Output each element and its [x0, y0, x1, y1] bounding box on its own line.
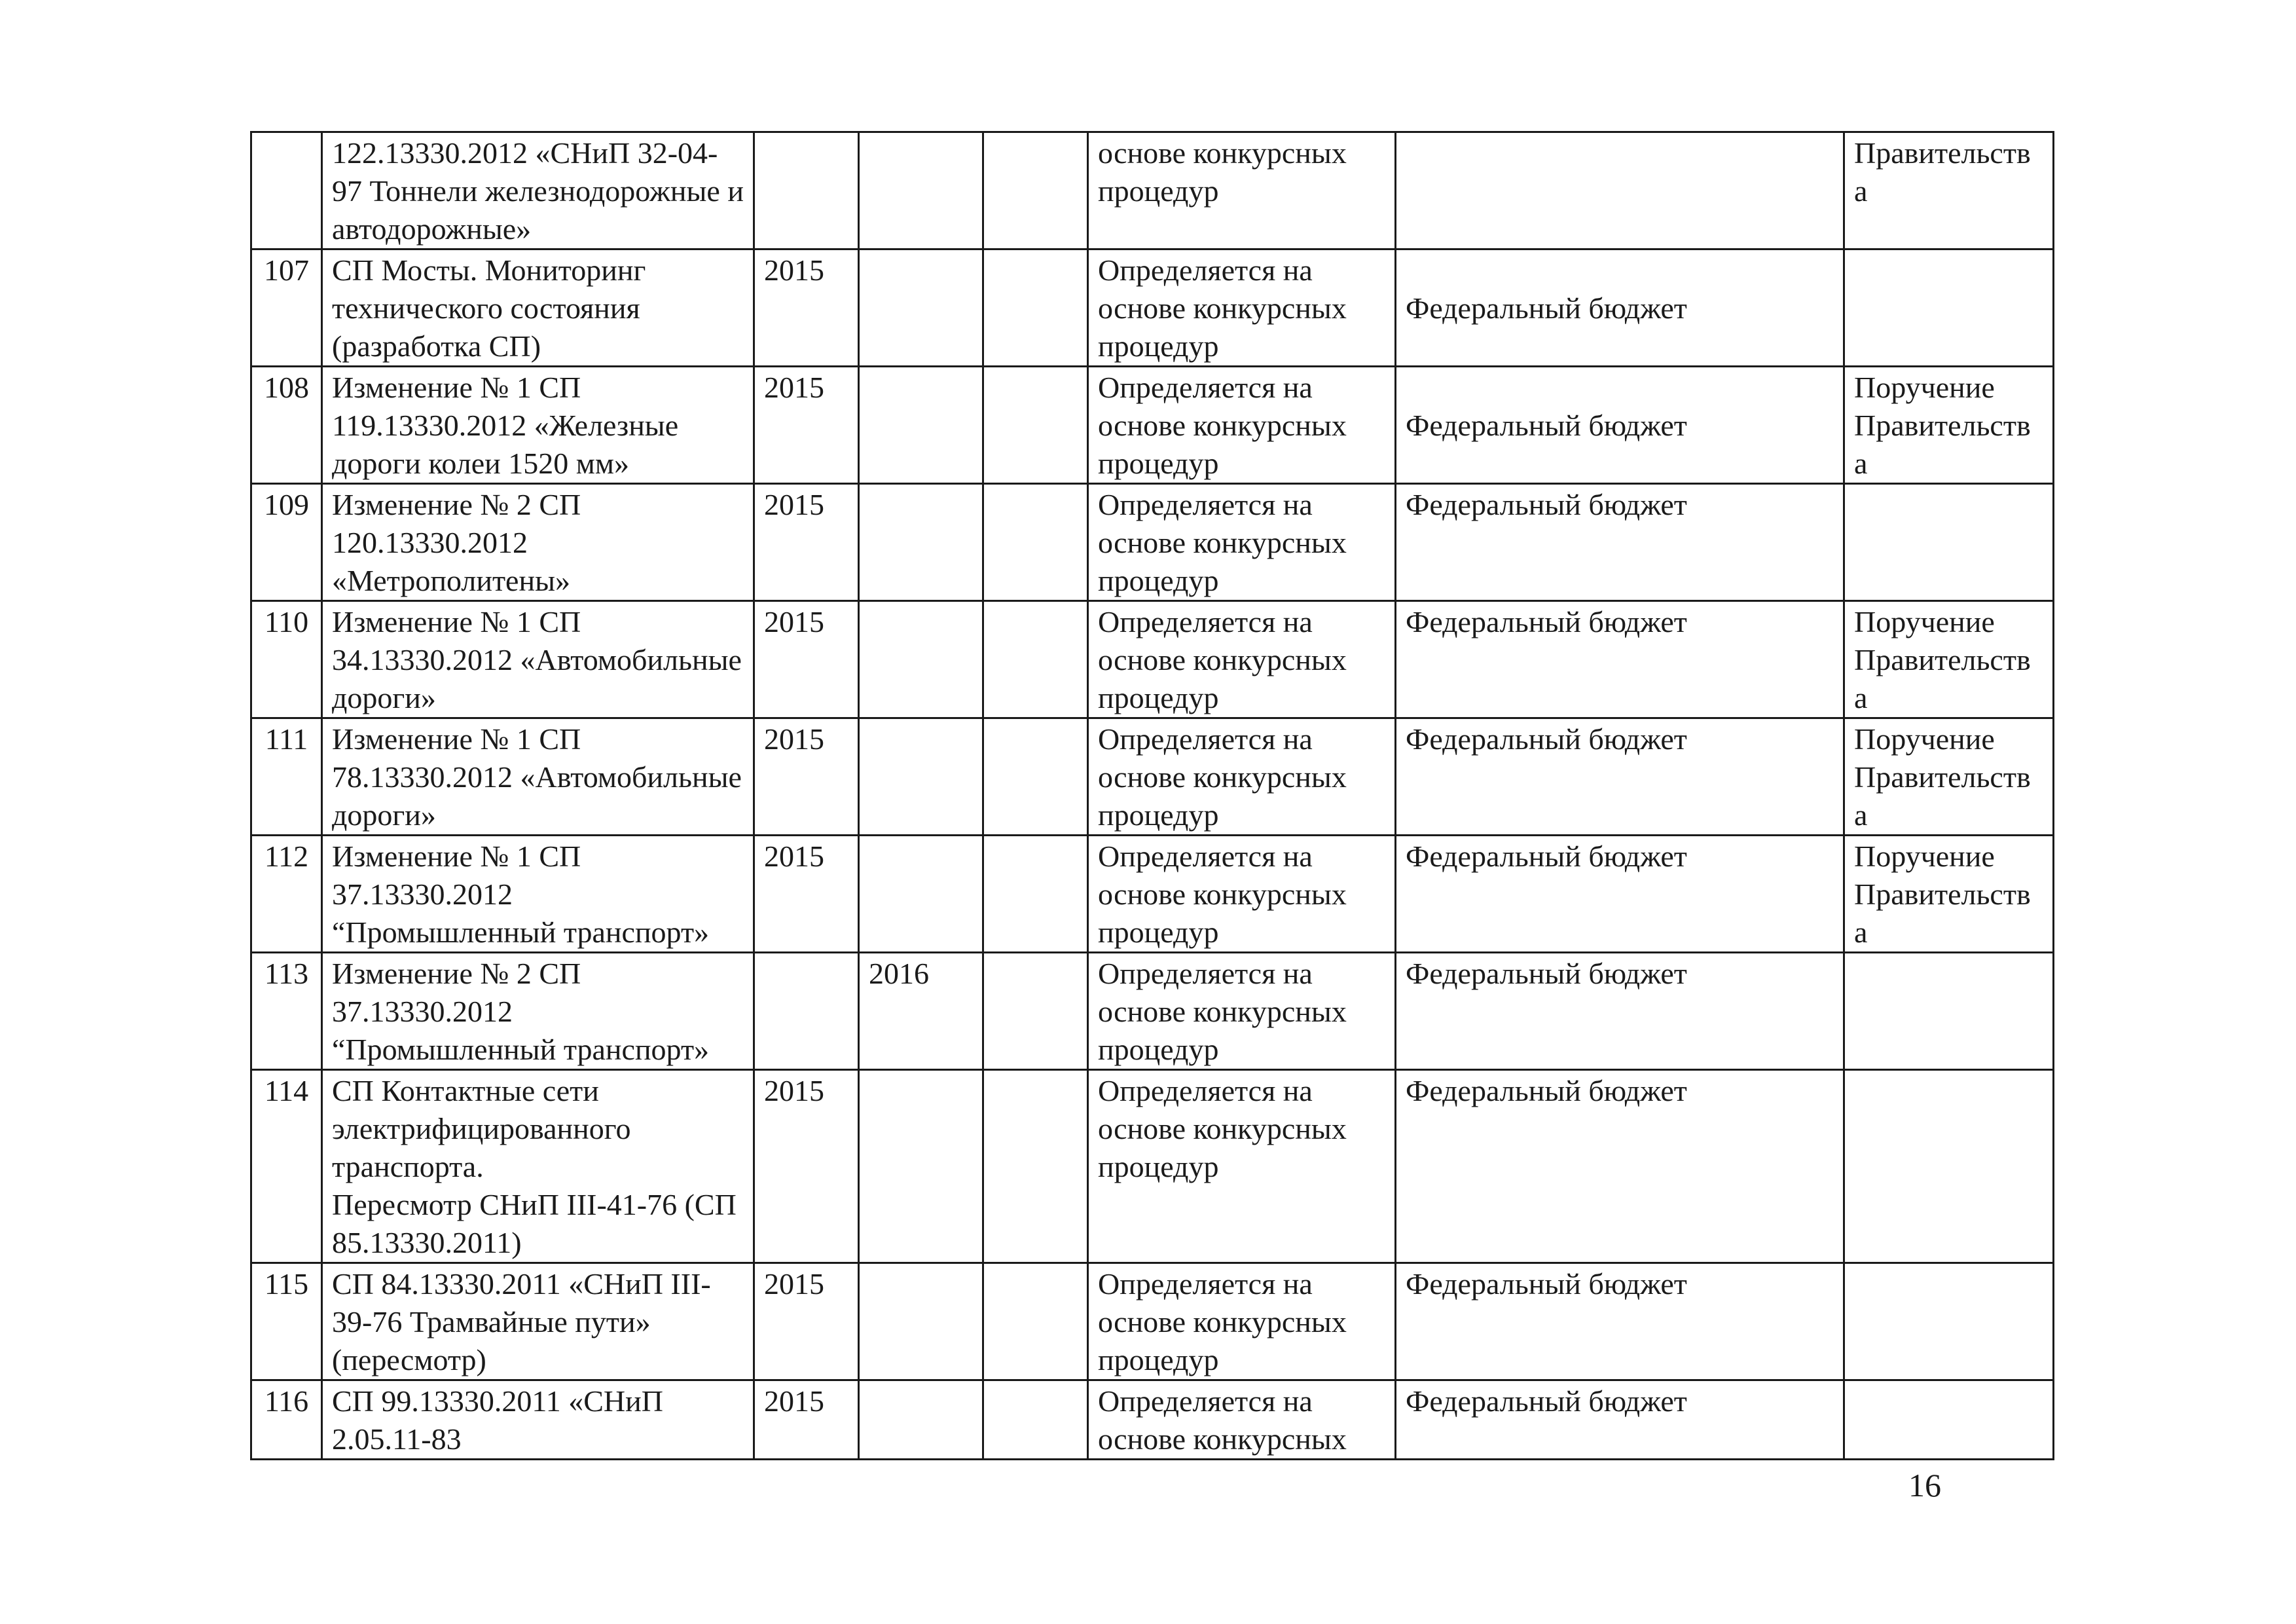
year-2017-cell — [983, 718, 1088, 836]
document-name: Изменение № 1 СП 78.13330.2012 «Автомобильные дороги» — [322, 718, 754, 836]
year-2015-cell: 2015 — [754, 836, 859, 953]
year-2015-cell — [754, 953, 859, 1070]
document-name: СП Контактные сети электрифицированного транспорта. Пересмотр СНиП III-41-76 (СП 85.13330.2011) — [322, 1070, 754, 1263]
year-2016-cell — [859, 1380, 983, 1460]
year-2015-cell: 2015 — [754, 1070, 859, 1263]
table-body — [251, 132, 2054, 1460]
table-row — [251, 836, 2054, 953]
year-2016-cell — [859, 718, 983, 836]
document-name: Изменение № 1 СП 34.13330.2012 «Автомобильные дороги» — [322, 601, 754, 718]
document-name: Изменение № 1 СП 37.13330.2012 “Промышленный транспорт» — [322, 836, 754, 953]
standards-plan-table — [250, 131, 2054, 1460]
year-2016-cell — [859, 1263, 983, 1380]
row-number: 112 — [251, 836, 322, 953]
funding-source-cell: Федеральный бюджет — [1396, 249, 1844, 367]
funding-source-cell — [1396, 132, 1844, 249]
basis-cell — [1844, 484, 2054, 601]
year-2015-cell: 2015 — [754, 718, 859, 836]
funding-source-cell: Федеральный бюджет — [1396, 601, 1844, 718]
cost-cell: Определяется на основе конкурсных процедур — [1088, 836, 1396, 953]
funding-source-cell: Федеральный бюджет — [1396, 1070, 1844, 1263]
funding-source-cell: Федеральный бюджет — [1396, 836, 1844, 953]
cost-cell: Определяется на основе конкурсных процедур — [1088, 367, 1396, 484]
table-row — [251, 249, 2054, 367]
cost-cell: Определяется на основе конкурсных процедур — [1088, 718, 1396, 836]
document-name: Изменение № 1 СП 119.13330.2012 «Железные дороги колеи 1520 мм» — [322, 367, 754, 484]
basis-cell — [1844, 1380, 2054, 1460]
funding-source-cell: Федеральный бюджет — [1396, 484, 1844, 601]
row-number: 115 — [251, 1263, 322, 1380]
cost-cell: Определяется на основе конкурсных процедур — [1088, 953, 1396, 1070]
page-number: 16 — [1908, 1467, 1941, 1504]
year-2016-cell — [859, 132, 983, 249]
basis-cell — [1844, 953, 2054, 1070]
document-name: Изменение № 2 СП 37.13330.2012 “Промышленный транспорт» — [322, 953, 754, 1070]
table-row — [251, 484, 2054, 601]
year-2017-cell — [983, 367, 1088, 484]
funding-source-cell: Федеральный бюджет — [1396, 718, 1844, 836]
table-row — [251, 1070, 2054, 1263]
document-name: СП 84.13330.2011 «СНиП III-39-76 Трамвайные пути» (пересмотр) — [322, 1263, 754, 1380]
row-number: 107 — [251, 249, 322, 367]
cost-cell: основе конкурсных процедур — [1088, 132, 1396, 249]
year-2017-cell — [983, 836, 1088, 953]
cost-cell: Определяется на основе конкурсных процедур — [1088, 249, 1396, 367]
year-2015-cell — [754, 132, 859, 249]
basis-cell: Поручение Правительства — [1844, 601, 2054, 718]
funding-source-cell: Федеральный бюджет — [1396, 953, 1844, 1070]
table-row — [251, 1380, 2054, 1460]
basis-cell: Поручение Правительства — [1844, 836, 2054, 953]
basis-cell: Поручение Правительства — [1844, 718, 2054, 836]
document-name: СП Мосты. Мониторинг технического состояния (разработка СП) — [322, 249, 754, 367]
cost-cell: Определяется на основе конкурсных — [1088, 1380, 1396, 1460]
basis-cell: Поручение Правительства — [1844, 367, 2054, 484]
funding-source-cell: Федеральный бюджет — [1396, 1263, 1844, 1380]
year-2017-cell — [983, 953, 1088, 1070]
year-2015-cell: 2015 — [754, 367, 859, 484]
year-2015-cell: 2015 — [754, 249, 859, 367]
cost-cell: Определяется на основе конкурсных процедур — [1088, 1263, 1396, 1380]
table-row — [251, 601, 2054, 718]
year-2016-cell — [859, 367, 983, 484]
funding-source-cell: Федеральный бюджет — [1396, 1380, 1844, 1460]
basis-cell — [1844, 249, 2054, 367]
row-number: 113 — [251, 953, 322, 1070]
table-row — [251, 1263, 2054, 1380]
year-2016-cell: 2016 — [859, 953, 983, 1070]
table-row — [251, 953, 2054, 1070]
row-number: 109 — [251, 484, 322, 601]
year-2017-cell — [983, 484, 1088, 601]
table-row — [251, 367, 2054, 484]
basis-cell: Правительства — [1844, 132, 2054, 249]
year-2016-cell — [859, 1070, 983, 1263]
year-2017-cell — [983, 601, 1088, 718]
cost-cell: Определяется на основе конкурсных процедур — [1088, 1070, 1396, 1263]
row-number: 114 — [251, 1070, 322, 1263]
document-name: СП 99.13330.2011 «СНиП 2.05.11-83 — [322, 1380, 754, 1460]
year-2017-cell — [983, 249, 1088, 367]
row-number: 116 — [251, 1380, 322, 1460]
year-2016-cell — [859, 601, 983, 718]
table-row — [251, 132, 2054, 249]
row-number — [251, 132, 322, 249]
year-2017-cell — [983, 1380, 1088, 1460]
year-2016-cell — [859, 836, 983, 953]
basis-cell — [1844, 1263, 2054, 1380]
funding-source-cell: Федеральный бюджет — [1396, 367, 1844, 484]
document-name: Изменение № 2 СП 120.13330.2012 «Метрополитены» — [322, 484, 754, 601]
table-row — [251, 718, 2054, 836]
year-2015-cell: 2015 — [754, 1263, 859, 1380]
row-number: 111 — [251, 718, 322, 836]
document-name: 122.13330.2012 «СНиП 32-04-97 Тоннели железнодорожные и автодорожные» — [322, 132, 754, 249]
basis-cell — [1844, 1070, 2054, 1263]
year-2017-cell — [983, 1070, 1088, 1263]
year-2016-cell — [859, 484, 983, 601]
cost-cell: Определяется на основе конкурсных процедур — [1088, 601, 1396, 718]
year-2017-cell — [983, 132, 1088, 249]
row-number: 110 — [251, 601, 322, 718]
row-number: 108 — [251, 367, 322, 484]
cost-cell: Определяется на основе конкурсных процедур — [1088, 484, 1396, 601]
year-2017-cell — [983, 1263, 1088, 1380]
year-2015-cell: 2015 — [754, 601, 859, 718]
year-2015-cell: 2015 — [754, 484, 859, 601]
year-2016-cell — [859, 249, 983, 367]
year-2015-cell: 2015 — [754, 1380, 859, 1460]
